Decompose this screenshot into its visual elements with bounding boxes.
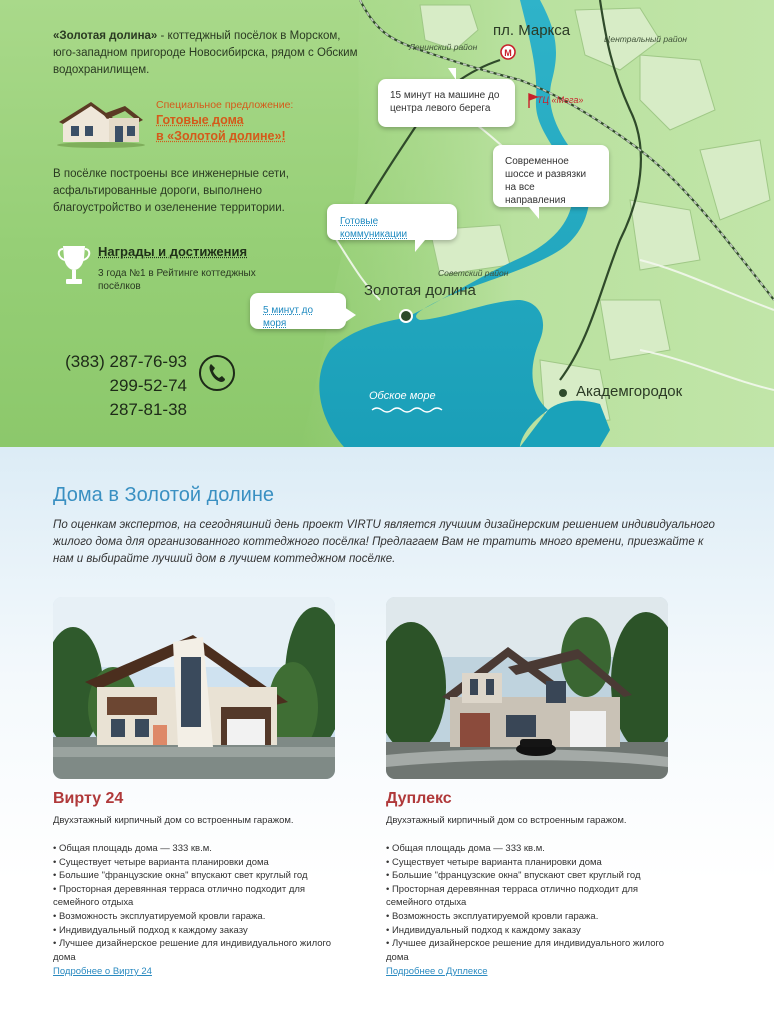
awards-description: 3 года №1 в Рейтинге коттеджных посёлков bbox=[98, 268, 256, 292]
map-label-zolotaya: Золотая долина bbox=[364, 282, 476, 299]
section-title: Дома в Золотой долине bbox=[53, 484, 274, 506]
feature-item: • Общая площадь дома — 333 кв.м. bbox=[53, 843, 212, 854]
card-title[interactable]: Вирту 24 bbox=[53, 790, 124, 807]
section-description: По оценкам экспертов, на сегодняшний день проект VIRTU является лучшим дизайнерским решением индивидуального жилого дома для организованного коттеджного посёлка! Предлагаем Вам не тратить много времени, приезжайте к нам и выбирайте лучший дом в лучшем коттеджном посёлке. bbox=[53, 519, 715, 565]
feature-item: • Просторная деревянная терраса отлично подходит для семейного отдыха bbox=[53, 883, 306, 909]
awards-link[interactable]: Награды и достижения bbox=[98, 244, 248, 259]
duplex-house-image[interactable] bbox=[386, 597, 668, 779]
svg-text:M: M bbox=[504, 48, 512, 58]
phone-number[interactable]: 287-81-38 bbox=[109, 400, 187, 419]
feature-item: • Большие "французские окна" впускают свет круглый год bbox=[386, 870, 641, 882]
feature-item: • Лучшее дизайнерское решение для индивидуального жилого дома bbox=[53, 938, 332, 963]
map-label-marx-square: пл. Маркса bbox=[493, 22, 571, 39]
phone-icon bbox=[198, 354, 236, 392]
phone-number[interactable]: (383) 287-76-93 bbox=[65, 352, 187, 371]
map-label-central-district: Центральный район bbox=[604, 34, 687, 44]
intro-text bbox=[53, 28, 358, 79]
brand-name: «Золотая долина» bbox=[53, 30, 158, 42]
ready-houses-link[interactable] bbox=[156, 112, 286, 144]
virtu-house-image[interactable] bbox=[53, 597, 335, 779]
house-thumbnail-icon[interactable] bbox=[53, 96, 149, 148]
duplex-more-link[interactable]: Подробнее о Дуплексе bbox=[386, 966, 488, 977]
feature-list bbox=[386, 842, 676, 964]
map-label-akadem: Академгородок bbox=[576, 383, 683, 400]
phone-numbers bbox=[53, 350, 187, 422]
intro-description: - коттеджный посёлок в Морском, юго-западном пригороде Новосибирска, рядом с Обским водохранилищем. bbox=[53, 30, 358, 76]
sea-link[interactable]: 5 минут до моря bbox=[263, 305, 314, 329]
card-subtitle: Двухэтажный кирпичный дом со встроенным гаражом. bbox=[53, 815, 294, 826]
bubble-center-distance: 15 минут на машине до центра левого берега bbox=[378, 79, 515, 127]
feature-item: • Общая площадь дома — 333 кв.м. bbox=[386, 843, 545, 854]
map-label-lenin-district: Ленинский район bbox=[409, 42, 478, 52]
feature-item: • Существует четыре варианта планировки дома bbox=[53, 856, 269, 868]
hero-section bbox=[0, 0, 774, 447]
feature-list bbox=[53, 842, 343, 964]
feature-item: • Возможность эксплуатируемой кровли гаража. bbox=[386, 910, 599, 922]
infrastructure-text: В посёлке построены все инженерные сети, асфальтированные дороги, выполнено благоустройство и озеленение территории. bbox=[53, 168, 289, 214]
feature-item: • Существует четыре варианта планировки дома bbox=[386, 856, 602, 868]
offer-line-2[interactable]: в «Золотой долине»! bbox=[156, 129, 286, 143]
trophy-icon bbox=[57, 244, 91, 288]
bubble-communications bbox=[327, 204, 457, 240]
card-subtitle: Двухэтажный кирпичный дом со встроенным гаражом. bbox=[386, 815, 627, 826]
phone-number[interactable]: 299-52-74 bbox=[109, 376, 187, 395]
virtu-more-link[interactable]: Подробнее о Вирту 24 bbox=[53, 966, 152, 977]
offer-line-1[interactable]: Готовые дома bbox=[156, 113, 244, 127]
feature-item: • Большие "французские окна" впускают свет круглый год bbox=[53, 870, 308, 882]
feature-item: • Лучшее дизайнерское решение для индивидуального жилого дома bbox=[386, 938, 665, 963]
feature-item: • Индивидуальный подход к каждому заказу bbox=[386, 924, 581, 936]
special-offer-label: Специальное предложение: bbox=[156, 99, 294, 111]
map-label-sovet-district: Советский район bbox=[438, 268, 509, 278]
feature-item: • Возможность эксплуатируемой кровли гаража. bbox=[53, 910, 266, 922]
card-title[interactable]: Дуплекс bbox=[386, 790, 452, 807]
feature-item: • Индивидуальный подход к каждому заказу bbox=[53, 924, 248, 936]
communications-link[interactable]: Готовые коммуникации bbox=[340, 216, 408, 240]
feature-item: • Просторная деревянная терраса отлично подходит для семейного отдыха bbox=[386, 883, 639, 909]
bubble-roads: Современное шоссе и развязки на все направления bbox=[493, 145, 609, 207]
map-label-sea: Обское море bbox=[369, 390, 436, 402]
bubble-sea bbox=[250, 293, 346, 329]
map-label-mega: ТЦ «Мега» bbox=[537, 95, 584, 105]
